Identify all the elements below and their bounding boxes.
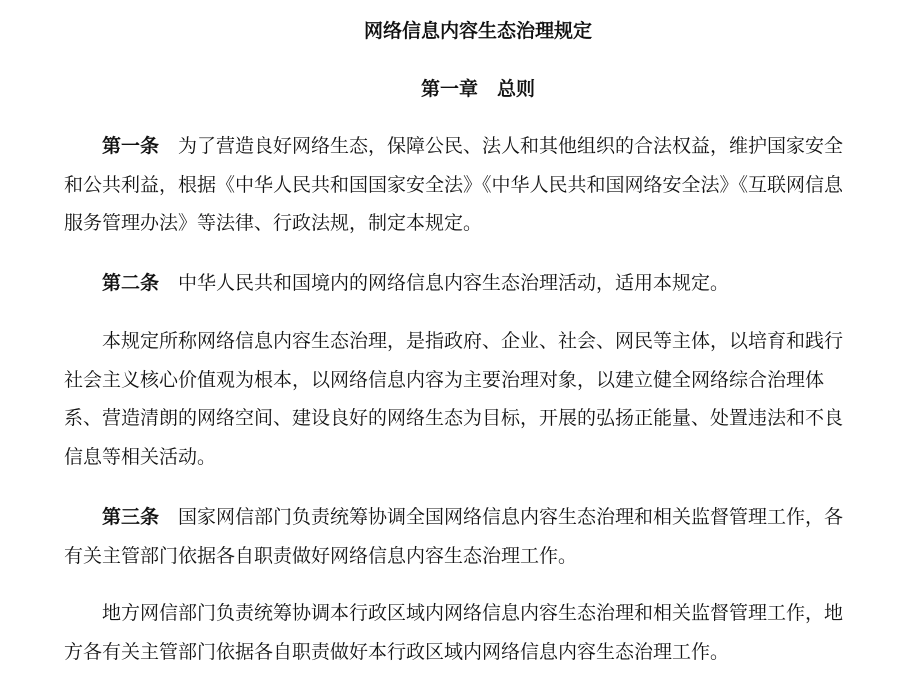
article-number: 第二条 [102, 272, 160, 294]
paragraph-text: 本规定所称网络信息内容生态治理，是指政府、企业、社会、网民等主体，以培育和践行社会主义核心价值观为根本，以网络信息内容为主要治理对象，以建立健全网络综合治理体系、营造清朗的网络空间、建设良好的网络生态为目标，开展的弘扬正能量、处置违法和不良信息等相关活动。 [64, 330, 844, 468]
article-2-definition-paragraph [64, 322, 856, 476]
document-title: 网络信息内容生态治理规定 [363, 20, 592, 42]
article-number: 第三条 [102, 506, 160, 528]
chapter-title: 第一章 总则 [420, 78, 535, 100]
article-1-paragraph [64, 127, 856, 243]
article-2-paragraph [64, 264, 856, 303]
paragraph-text: 地方网信部门负责统筹协调本行政区域内网络信息内容生态治理和相关监督管理工作，地方各有关主管部门依据各自职责做好本行政区域内网络信息内容生态治理工作。 [64, 602, 844, 663]
paragraph-text: 中华人民共和国境内的网络信息内容生态治理活动，适用本规定。 [178, 272, 730, 294]
article-3-local-paragraph [64, 594, 856, 671]
paragraph-text: 国家网信部门负责统筹协调全国网络信息内容生态治理和相关监督管理工作，各有关主管部门依据各自职责做好网络信息内容生态治理工作。 [64, 506, 844, 567]
article-number: 第一条 [102, 135, 160, 157]
paragraph-text: 为了营造良好网络生态，保障公民、法人和其他组织的合法权益，维护国家安全和公共利益，根据《中华人民共和国国家安全法》《中华人民共和国网络安全法》《互联网信息服务管理办法》等法律、行政法规，制定本规定。 [64, 135, 844, 234]
article-3-paragraph [64, 498, 856, 575]
